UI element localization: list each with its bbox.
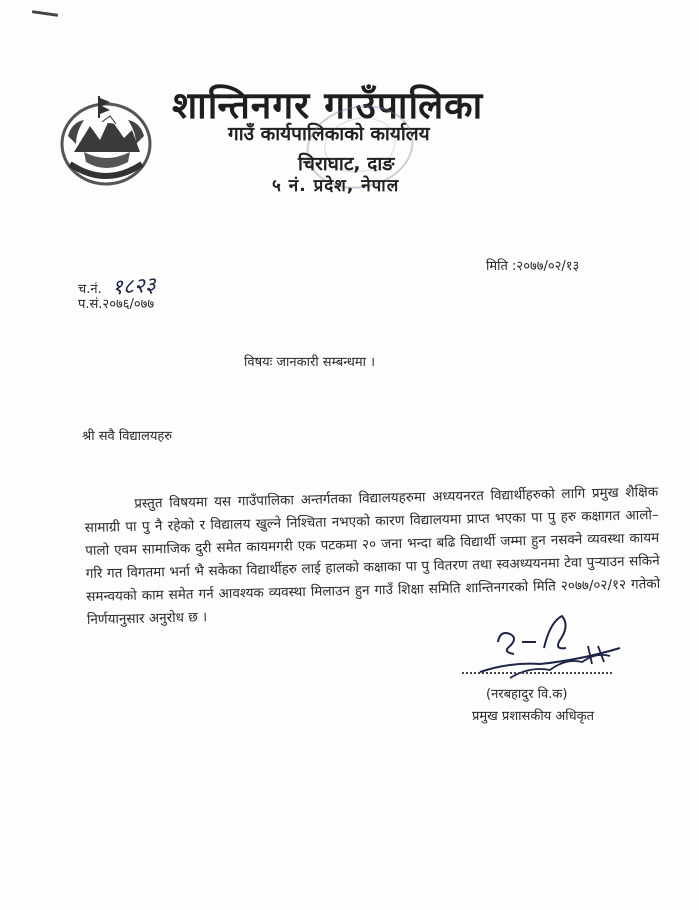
letter-date: मिति :२०७७/०२/१३ [486,259,580,274]
nepal-emblem-icon [54,92,158,188]
signer-title: प्रमुख प्रशासकीय अधिकृत [472,709,595,724]
reference-label: च.नं. [78,282,102,297]
signature-line [462,672,612,674]
corner-mark [32,10,58,17]
fiscal-year-reference: प.सं.२०७६/०७७ [78,297,155,312]
letter-addressee: श्री सवै विद्यालयहरु [82,429,173,444]
handwritten-signature-icon [470,612,640,694]
office-name: गाउँ कार्यपालिकाको कार्यालय [228,123,430,145]
signer-name: (नरबहादुर वि.क) [486,687,568,702]
reference-handwritten-number: १८२३ [111,272,157,300]
organization-name: शान्तिनगर गाउँपालिका [172,83,484,127]
office-province: ५ नं. प्रदेश, नेपाल [272,176,400,196]
office-address: चिराघाट, दाङ [298,153,395,175]
letter-subject: विषयः जानकारी सम्बन्धमा । [244,355,376,370]
letter-body: प्रस्तुत विषयमा यस गाउँपालिका अन्तर्गतका विद्यालयहरुमा अध्ययनरत विद्यार्थीहरुको लागि प्रमुख शैक्षिक सामाग्री पा पु नै रहेको र विद्यालय खुल्ने निश्चिता नभएको कारण विद्यालयमा प्राप्त भएका पा पु हरु कक्षागत आलो–पालो एवम सामाजिक दुरी समेत कायमगरी एक पटकमा २० जना भन्दा बढि विद्यार्थी जम्मा हुन नसक्ने व्यवस्था कायम गरि गत विगतमा भर्ना भै सकेका विद्यार्थीहरु लाई हालको कक्षाका पा पु वितरण तथा स्वअध्ययनमा टेवा पुर्‍याउन सकिने समन्वयको काम समेत गर्न आवश्यक व्यवस्था मिलाउन हुन गाउँ शिक्षा समिति शान्तिनगरको मिति २०७७/०२/१२ गतेको निर्णयानुसार अनुरोध छ । [84,483,661,628]
